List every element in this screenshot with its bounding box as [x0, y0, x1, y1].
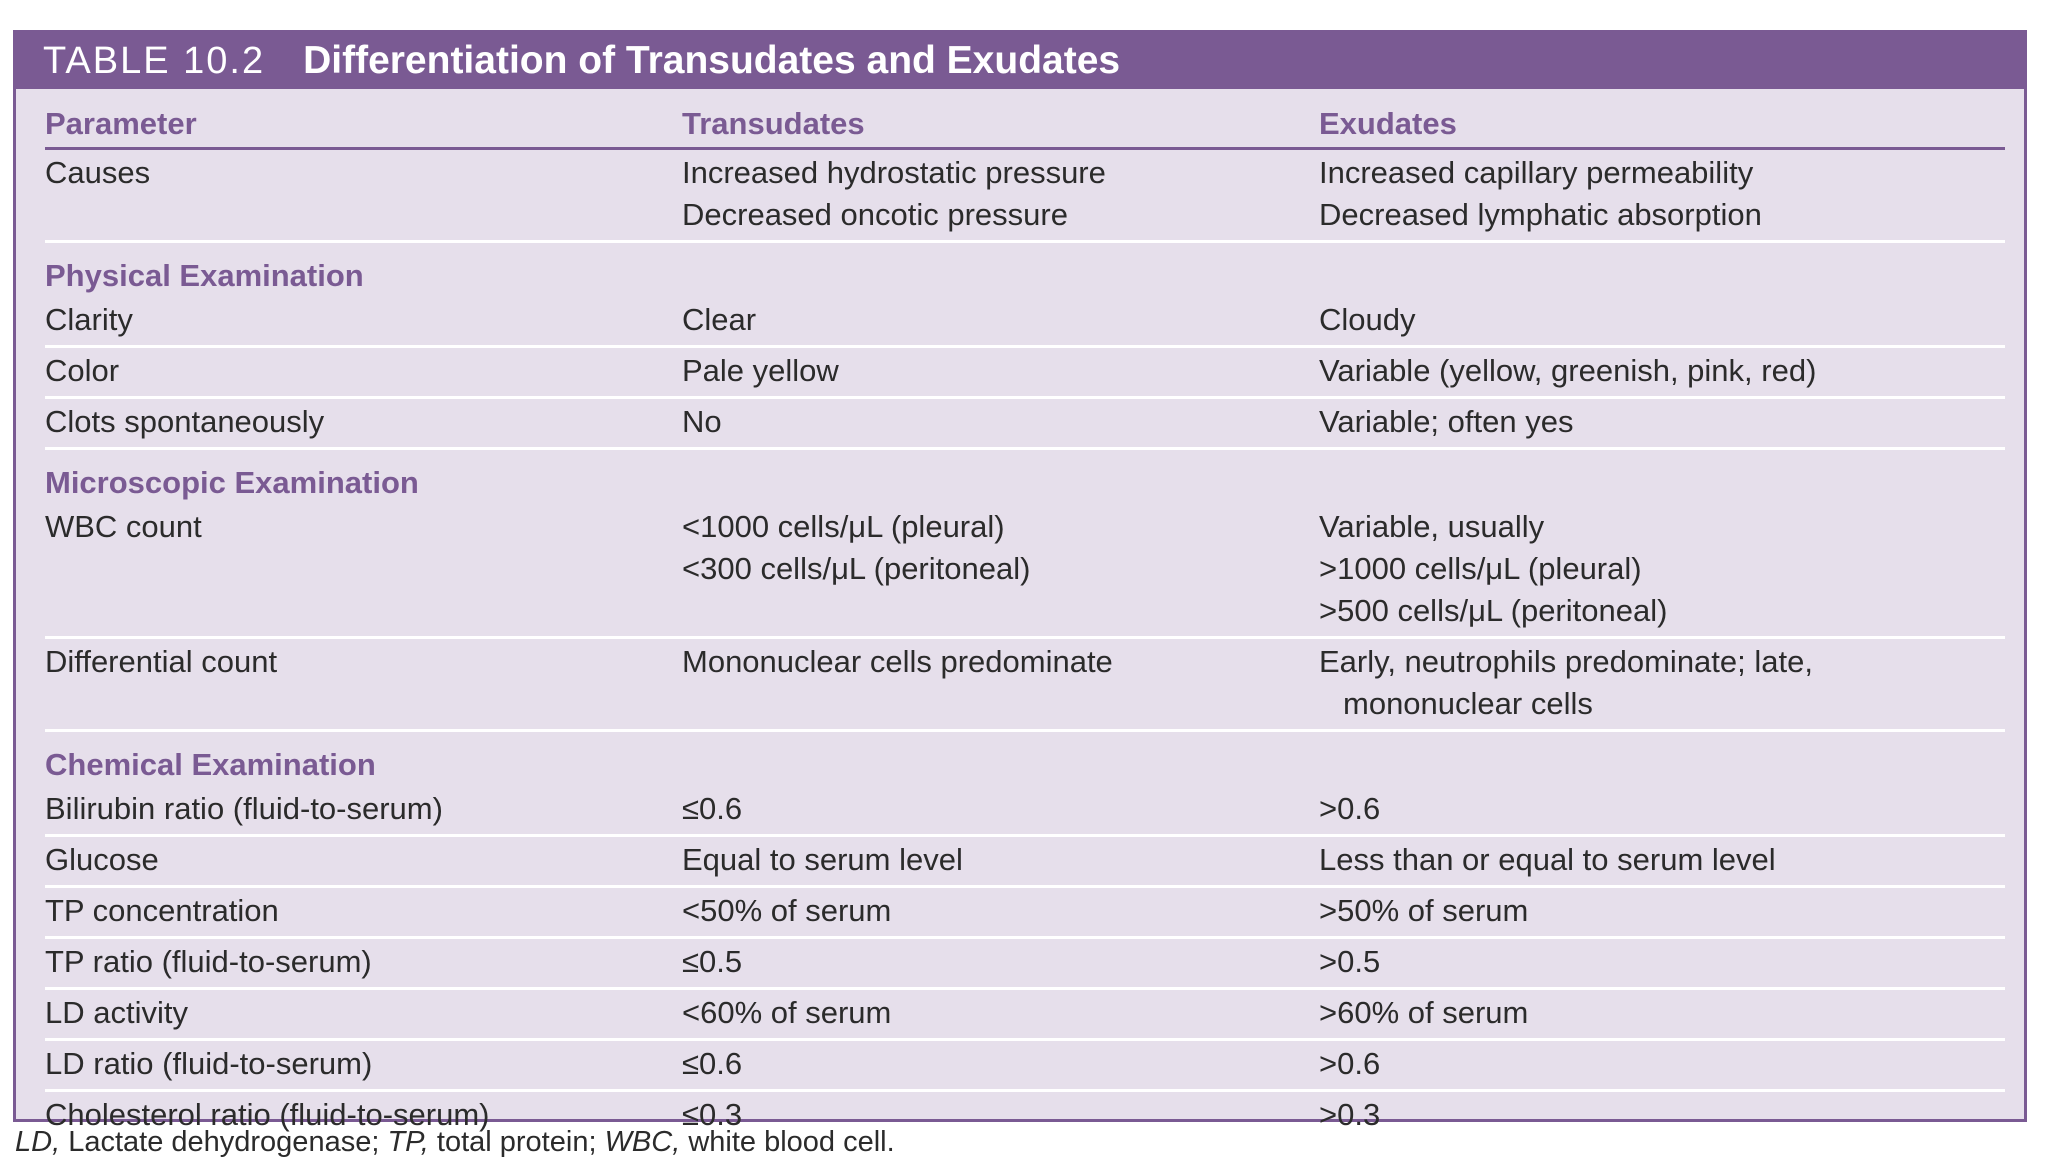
table-title-bar — [16, 33, 2024, 89]
table-row — [45, 297, 2005, 348]
parameter-cell: WBC count — [45, 509, 202, 544]
footnote-text-tp: total protein; — [428, 1126, 605, 1158]
exudates-cell — [1319, 641, 2005, 725]
footnote-text-wbc: white blood cell. — [680, 1126, 895, 1158]
transudates-cell: <50% of serum — [682, 893, 892, 928]
transudates-cell: ≤0.5 — [682, 944, 743, 979]
header-transudates: Transudates — [682, 106, 865, 141]
transudates-cell: No — [682, 404, 722, 439]
table-number: TABLE 10.2 — [43, 39, 266, 82]
cell-line: >1000 cells/μL (pleural) — [1319, 551, 1642, 586]
cell-line: >500 cells/μL (peritoneal) — [1319, 593, 1668, 628]
parameter-cell: Glucose — [45, 842, 159, 877]
parameter-cell: Color — [45, 353, 120, 388]
exudates-cell: Variable (yellow, greenish, pink, red) — [1319, 353, 1817, 388]
exudates-cell: >0.6 — [1319, 791, 1381, 826]
transudates-cell: Clear — [682, 302, 757, 337]
cell-line: mononuclear cells — [1343, 686, 1593, 721]
exudates-cell: >0.5 — [1319, 944, 1381, 979]
parameter-cell: LD ratio (fluid-to-serum) — [45, 1046, 373, 1081]
parameter-cell: Clots spontaneously — [45, 404, 325, 439]
cell-line: Decreased oncotic pressure — [682, 197, 1068, 232]
exudates-cell: >60% of serum — [1319, 995, 1529, 1030]
section-row-microscopic — [45, 450, 2005, 504]
table-row — [45, 399, 2005, 450]
cell-line: Decreased lymphatic absorption — [1319, 197, 1762, 232]
table-row — [45, 348, 2005, 399]
footnote-abbr-ld: LD, — [15, 1126, 61, 1158]
footnote-text-ld: Lactate dehydrogenase; — [60, 1126, 388, 1158]
parameter-cell: Differential count — [45, 644, 278, 679]
header-parameter: Parameter — [45, 106, 197, 141]
exudates-cell: >0.6 — [1319, 1046, 1381, 1081]
exudates-cell: Variable; often yes — [1319, 404, 1574, 439]
cell-line: Increased hydrostatic pressure — [682, 155, 1106, 190]
table-footnote — [15, 1126, 895, 1159]
header-exudates: Exudates — [1319, 106, 1457, 141]
transudates-cell: ≤0.6 — [682, 791, 743, 826]
cell-line: Variable, usually — [1319, 509, 1545, 544]
parameter-cell: Bilirubin ratio (fluid-to-serum) — [45, 791, 443, 826]
section-heading: Physical Examination — [45, 258, 364, 293]
exudates-cell — [1319, 152, 2005, 236]
section-row-physical — [45, 243, 2005, 297]
table-grid — [45, 101, 2005, 1140]
table-row — [45, 888, 2005, 939]
transudates-cell: Mononuclear cells predominate — [682, 644, 1113, 679]
table-row-wbc — [45, 504, 2005, 639]
transudates-cell: ≤0.6 — [682, 1046, 743, 1081]
transudates-cell: Equal to serum level — [682, 842, 963, 877]
table-row — [45, 837, 2005, 888]
footnote-abbr-tp: TP, — [387, 1126, 429, 1158]
transudates-cell: ≤0.3 — [682, 1097, 743, 1132]
transudates-cell: <60% of serum — [682, 995, 892, 1030]
table-row-causes — [45, 150, 2005, 243]
transudates-cell: Pale yellow — [682, 353, 839, 388]
data-table — [13, 30, 2027, 1132]
table-row — [45, 990, 2005, 1041]
table-title: Differentiation of Transudates and Exudates — [303, 39, 1121, 82]
parameter-cell: TP ratio (fluid-to-serum) — [45, 944, 372, 979]
exudates-cell — [1319, 506, 2005, 632]
footnote-abbr-wbc: WBC, — [604, 1126, 681, 1158]
table-row-differential — [45, 639, 2005, 732]
table-header-row — [45, 101, 2005, 150]
cell-line: <1000 cells/μL (pleural) — [682, 509, 1005, 544]
table-row — [45, 939, 2005, 990]
transudates-cell — [682, 152, 1319, 236]
parameter-cell: Causes — [45, 155, 151, 190]
transudates-cell — [682, 506, 1319, 590]
table-row — [45, 786, 2005, 837]
table-row — [45, 1041, 2005, 1092]
cell-line: Early, neutrophils predominate; late, — [1319, 644, 1813, 679]
parameter-cell: Cholesterol ratio (fluid-to-serum) — [45, 1097, 490, 1132]
exudates-cell: Cloudy — [1319, 302, 1416, 337]
section-row-chemical — [45, 732, 2005, 786]
section-heading: Microscopic Examination — [45, 465, 419, 500]
section-heading: Chemical Examination — [45, 747, 376, 782]
parameter-cell: Clarity — [45, 302, 133, 337]
cell-line: Increased capillary permeability — [1319, 155, 1754, 190]
parameter-cell: LD activity — [45, 995, 188, 1030]
exudates-cell: Less than or equal to serum level — [1319, 842, 1776, 877]
exudates-cell: >50% of serum — [1319, 893, 1529, 928]
exudates-cell: >0.3 — [1319, 1097, 1381, 1132]
cell-line: <300 cells/μL (peritoneal) — [682, 551, 1031, 586]
parameter-cell: TP concentration — [45, 893, 279, 928]
